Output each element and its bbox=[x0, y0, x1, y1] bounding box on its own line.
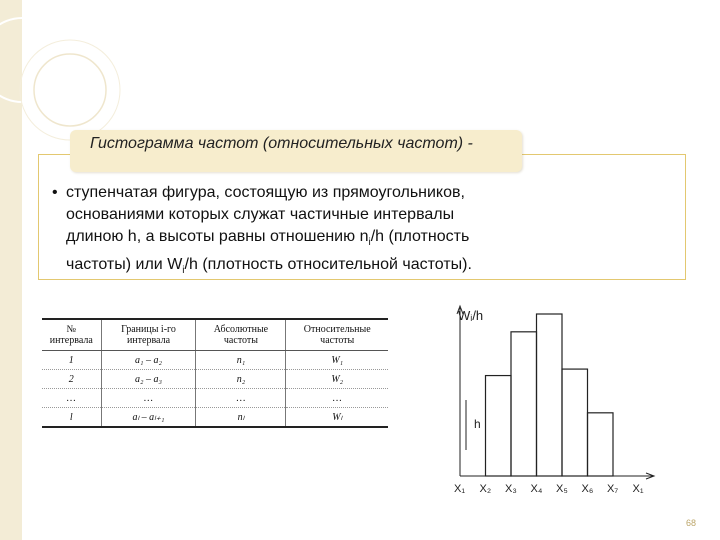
table-cell: aₗ – aₗ₊₁ bbox=[101, 408, 196, 428]
header-interval-no: № интервала bbox=[42, 319, 101, 351]
header-bounds: Границы i-го интервала bbox=[101, 319, 196, 351]
body-line-4b: /h (плотность относительной частоты). bbox=[184, 256, 472, 274]
histogram bbox=[440, 296, 670, 506]
table-cell: l bbox=[42, 408, 101, 428]
table-row bbox=[42, 370, 388, 389]
table-cell: W₂ bbox=[286, 370, 388, 389]
body-line-4 bbox=[66, 254, 612, 282]
body-line-3a: длиною h, а высоты равны отношению n bbox=[66, 228, 369, 245]
table-row bbox=[42, 389, 388, 408]
x-tick-label: X₂ bbox=[479, 483, 492, 495]
table-cell: nₗ bbox=[196, 408, 286, 428]
table-row bbox=[42, 351, 388, 370]
slide-title: Гистограмма частот (относительных частот) - bbox=[90, 135, 473, 152]
x-tick-label: X₆ bbox=[581, 483, 594, 495]
table-header-row bbox=[42, 319, 388, 351]
page-number: 68 bbox=[686, 518, 697, 528]
table-cell: a₂ – a₃ bbox=[101, 370, 196, 389]
table-cell: … bbox=[42, 389, 101, 408]
histogram-bar bbox=[537, 314, 563, 476]
bullet-dot: • bbox=[52, 184, 58, 201]
body-line-3b: /h (плотность bbox=[370, 228, 470, 245]
h-label: h bbox=[474, 417, 481, 431]
subscript-i: i bbox=[368, 237, 371, 249]
x-tick-label: X₄ bbox=[530, 483, 543, 495]
table-cell: n₂ bbox=[196, 370, 286, 389]
table-cell: 2 bbox=[42, 370, 101, 389]
header-relative: Относительные частоты bbox=[286, 319, 388, 351]
histogram-bar bbox=[588, 413, 614, 476]
body-line-2: основаниями которых служат частичные интервалы bbox=[66, 206, 455, 223]
body-line-4a: частоты) или W bbox=[66, 256, 183, 274]
body-line-1: ступенчатая фигура, состоящую из прямоугольников, bbox=[66, 184, 465, 201]
body-line-3 bbox=[66, 226, 612, 254]
table-cell: W₁ bbox=[286, 351, 388, 370]
x-tick-label: X₁ bbox=[454, 483, 466, 495]
interval-table bbox=[42, 318, 388, 428]
histogram-bar bbox=[562, 369, 588, 476]
x-tick-label: X₅ bbox=[556, 483, 568, 495]
title-box bbox=[70, 130, 522, 172]
table-row bbox=[42, 408, 388, 428]
x-tick-label: X₇ bbox=[607, 483, 619, 495]
x-tick-label: X₃ bbox=[505, 483, 517, 495]
bullet-paragraph bbox=[52, 182, 612, 282]
x-tick-label: X₁ bbox=[632, 483, 644, 495]
table-cell: 1 bbox=[42, 351, 101, 370]
table-cell: … bbox=[101, 389, 196, 408]
header-absolute: Абсолютные частоты bbox=[196, 319, 286, 351]
table-cell: n₁ bbox=[196, 351, 286, 370]
histogram-bar bbox=[511, 332, 537, 476]
subscript-i: i bbox=[182, 265, 185, 277]
y-axis-label: Wᵢ/h bbox=[458, 308, 484, 323]
table-cell: … bbox=[286, 389, 388, 408]
histogram-bar bbox=[486, 376, 512, 476]
table-cell: Wₗ bbox=[286, 408, 388, 428]
table-cell: a₁ – a₂ bbox=[101, 351, 196, 370]
table-cell: … bbox=[196, 389, 286, 408]
